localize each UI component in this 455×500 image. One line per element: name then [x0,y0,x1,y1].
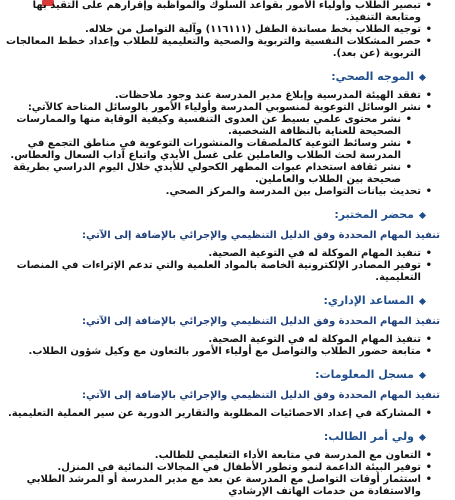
list-item: • توفير البيئة الداعمة لنمو وتطور الأطفال في المجالات النمائية في المنزل. [0,462,435,474]
list-item: • نشر الوسائل التوعوية لمنسوبي المدرسة وأولياء الأمور بالوسائل المتاحة كالآتي: [0,102,435,114]
list-item: • تحديث بيانات التواصل بين المدرسة والمركز الصحي. [0,186,435,198]
list-item: • تنفيذ المهام الموكلة له في التوعية الصحية. [0,248,435,260]
diamond-bullet-icon [419,433,426,440]
list-item: • استثمار أوقات التواصل مع المدرسة عن بعد مع مدير المدرسة أو المرشد الطلابي والاستفادة من خدمات الهاتف الإرشادي [0,474,435,498]
list-item: • توفير المصادر الإلكترونية الخاصة بالمواد العلمية والتي تدعم الإثراءات في المنصات التعليمية. [0,260,435,284]
section-heading-guardian: ولي أمر الطالب: [0,430,425,444]
diamond-bullet-icon [419,371,426,378]
list-item: • حصر المشكلات النفسية والتربوية والصحية والتعليمية للطلاب وإعداد خطط المعالجات التربوية (عن بعد). [0,36,435,60]
guardian-list [0,450,455,498]
list-item: • التعاون مع المدرسة في متابعة الأداء التعليمي للطالب. [0,450,435,462]
section-heading-admin: المساعد الإداري: [0,294,425,308]
section-heading-lab: محضر المختبر: [0,208,425,222]
admin-list [0,334,455,358]
info-list [0,408,455,420]
list-item: • تنفيذ المهام الموكلة له في التوعية الصحية. [0,334,435,346]
lab-list [0,248,455,284]
list-item: • متابعة حضور الطلاب والتواصل مع أولياء الأمور بالتعاون مع وكيل شؤون الطلاب. [0,346,435,358]
list-item: • المشاركة في إعداد الاحصائيات المطلوبة والتقارير الدورية عن سير العملية التعليمية. [0,408,435,420]
list-item: • تبصير الطلاب وأولياء الأمور بقواعد السلوك والمواظبة وإقرارهم على التقيد بها ومتابعة التنفيذ. [0,0,435,24]
task-line: تنفيذ المهام المحددة وفق الدليل التنظيمي والإجرائي بالإضافة إلى الآتي: [81,316,440,327]
intro-list [0,0,455,60]
diamond-bullet-icon [419,73,426,80]
diamond-bullet-icon [419,297,426,304]
sub-list-item: • نشر وسائط التوعية كالملصقات والمنشورات التوعوية في مناطق التجمع في المدرسة لحث الطلاب والعاملين على غسل الأيدي واتباع آداب السعال والعطاس. [0,138,415,162]
list-item: • توجيه الطلاب بخط مساندة الطفل (١١٦١١١) وآلية التواصل من خلاله. [0,24,435,36]
list-item: • تفقد الهيئة المدرسية وإبلاغ مدير المدرسة عند وجود ملاحظات. [0,90,435,102]
section-heading-health: الموجه الصحي: [0,70,425,84]
diamond-bullet-icon [419,211,426,218]
task-line: تنفيذ المهام المحددة وفق الدليل التنظيمي والإجرائي بالإضافة إلى الآتي: [81,230,440,241]
health-list [0,90,455,198]
sub-list-item: • نشر ثقافة استخدام عبوات المطهر الكحولي للأيدي خلال اليوم الدراسي بطريقة صحيحة بين الطلاب والعاملين. [0,162,415,186]
sub-list-item: • نشر محتوى علمي بسيط عن العدوى التنفسية وكيفية الوقاية منها والممارسات الصحيحة للعناية بالنظافة الشخصية. [0,114,415,138]
task-line: تنفيذ المهام المحددة وفق الدليل التنظيمي والإجرائي بالإضافة إلى الآتي: [81,390,440,401]
section-heading-info: مسجل المعلومات: [0,368,425,382]
